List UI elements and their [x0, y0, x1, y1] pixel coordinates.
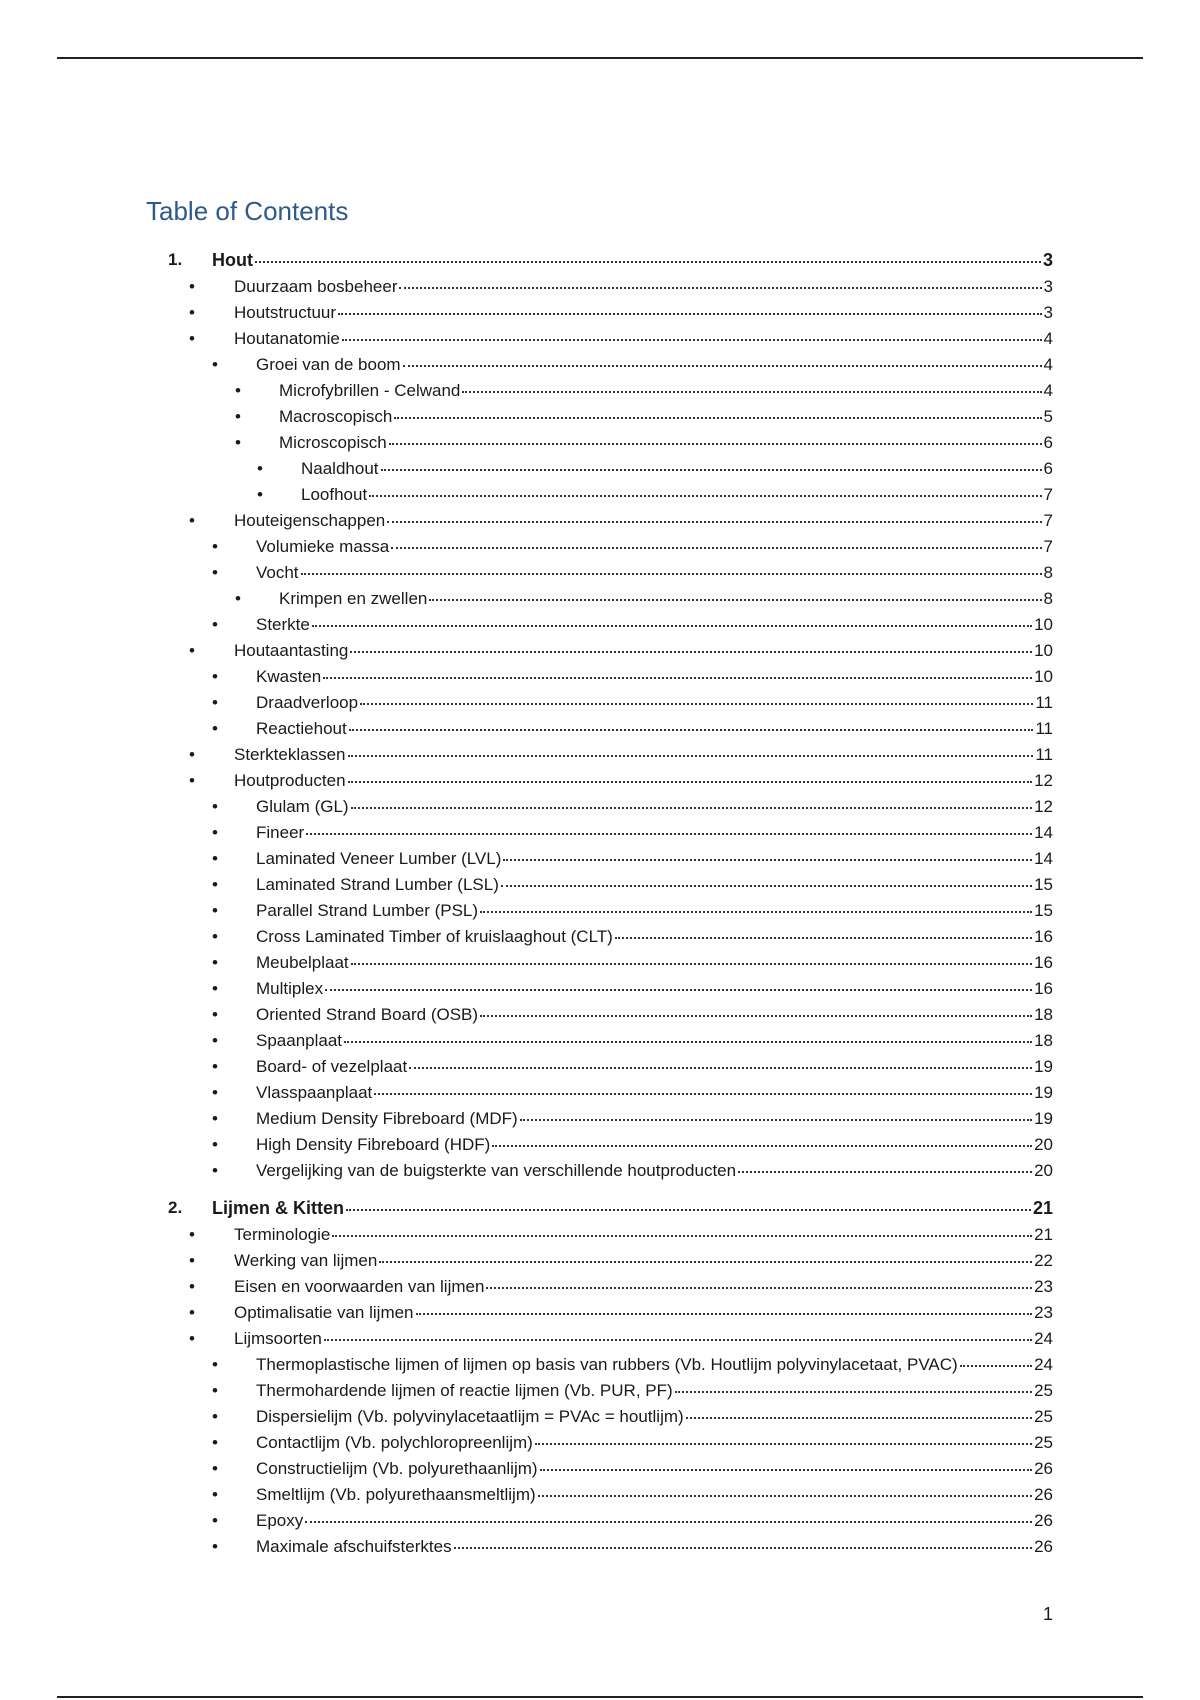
toc-entry-title: Contactlijm (Vb. polychloropreenlijm) [256, 1433, 533, 1452]
dot-leader [348, 780, 1033, 783]
toc-entry-page: 3 [1042, 250, 1053, 270]
toc-entry-title: Board- of vezelplaat [256, 1057, 408, 1076]
footer-rule [57, 1696, 1143, 1698]
toc-entry[interactable] [0, 846, 1200, 872]
toc-entry[interactable] [0, 430, 1200, 456]
toc-entry[interactable] [0, 924, 1200, 950]
toc-entry-page: 10 [1034, 615, 1053, 634]
toc-entry-title: Sterkte [256, 615, 310, 634]
toc-entry-page: 7 [1043, 537, 1053, 556]
bullet-icon: • [257, 459, 263, 478]
dot-leader [462, 390, 1041, 393]
toc-entry[interactable] [0, 1054, 1200, 1080]
toc-entry-title: Groei van de boom [256, 355, 401, 374]
toc-entry[interactable] [0, 1508, 1200, 1534]
dot-leader [535, 1442, 1032, 1445]
toc-entry-page: 26 [1034, 1459, 1053, 1478]
bullet-icon: • [212, 1407, 218, 1426]
dot-leader [379, 1260, 1032, 1263]
dot-leader [351, 962, 1032, 965]
dot-leader [738, 1170, 1032, 1173]
toc-entry-title: Naaldhout [301, 459, 379, 478]
toc-entry-title: Thermohardende lijmen of reactie lijmen (Vb. PUR, PF) [256, 1381, 673, 1400]
bullet-icon: • [212, 667, 218, 686]
toc-chapter-entry[interactable] [0, 246, 1200, 274]
page-number: 1 [1042, 1604, 1053, 1624]
toc-entry-page: 7 [1043, 485, 1053, 504]
toc-entry-page: 8 [1043, 563, 1053, 582]
toc-entry[interactable] [0, 1482, 1200, 1508]
toc-entry[interactable] [0, 612, 1200, 638]
toc-entry-title: Thermoplastische lijmen of lijmen op basis van rubbers (Vb. Houtlijm polyvinylacetaat, PVAC) [256, 1355, 958, 1374]
toc-entry[interactable] [0, 1352, 1200, 1378]
toc-entry-title: Vocht [256, 563, 299, 582]
toc-entry[interactable] [0, 482, 1200, 508]
toc-chapter-number: 1. [168, 250, 183, 269]
dot-leader [540, 1468, 1033, 1471]
bullet-icon: • [212, 823, 218, 842]
toc-entry-page: 19 [1034, 1109, 1053, 1128]
bullet-icon: • [235, 381, 241, 400]
bullet-icon: • [212, 1511, 218, 1530]
toc-entry-title: Epoxy [256, 1511, 304, 1530]
toc-entry[interactable] [0, 326, 1200, 352]
toc-chapter-entry[interactable] [0, 1194, 1200, 1222]
dot-leader [403, 364, 1042, 367]
toc-entry[interactable] [0, 1430, 1200, 1456]
bullet-icon: • [189, 1329, 195, 1348]
toc-entry-page: 10 [1034, 641, 1053, 660]
toc-entry-page: 3 [1043, 303, 1053, 322]
toc-entry-page: 14 [1034, 823, 1053, 842]
toc-entry[interactable] [0, 274, 1200, 300]
toc-chapter-number: 2. [168, 1198, 183, 1217]
toc-entry-page: 18 [1034, 1031, 1053, 1050]
dot-leader [344, 1040, 1032, 1043]
toc-entry-title: Houtanatomie [234, 329, 340, 348]
bullet-icon: • [212, 1485, 218, 1504]
toc-entry[interactable] [0, 1132, 1200, 1158]
toc-entry-page: 18 [1034, 1005, 1053, 1024]
toc-entry-title: Maximale afschuifsterktes [256, 1537, 452, 1556]
toc-entry-title: Laminated Veneer Lumber (LVL) [256, 849, 502, 868]
bullet-icon: • [212, 1005, 218, 1024]
bullet-icon: • [189, 1303, 195, 1322]
dot-leader [342, 338, 1042, 341]
toc-entry[interactable] [0, 1326, 1200, 1352]
dot-leader [429, 598, 1041, 601]
dot-leader [389, 442, 1042, 445]
dot-leader [501, 884, 1032, 887]
toc-entry[interactable] [0, 1002, 1200, 1028]
dot-leader [492, 1144, 1032, 1147]
bullet-icon: • [257, 485, 263, 504]
toc-entry[interactable] [0, 1456, 1200, 1482]
toc-entry-title: Hout [212, 250, 253, 270]
toc-entry-page: 21 [1034, 1225, 1053, 1244]
dot-leader [374, 1092, 1032, 1095]
toc-entry-page: 11 [1035, 745, 1053, 764]
toc-entry-page: 15 [1034, 875, 1053, 894]
toc-entry[interactable] [0, 560, 1200, 586]
dot-leader [369, 494, 1041, 497]
bullet-icon: • [212, 1537, 218, 1556]
toc-entry-page: 6 [1043, 459, 1053, 478]
toc-entry[interactable] [0, 820, 1200, 846]
bullet-icon: • [212, 979, 218, 998]
toc-entry[interactable] [0, 716, 1200, 742]
dot-leader [454, 1546, 1033, 1549]
toc-entry-title: Spaanplaat [256, 1031, 343, 1050]
toc-entry-page: 24 [1034, 1329, 1053, 1348]
toc-entry-title: Parallel Strand Lumber (PSL) [256, 901, 479, 920]
bullet-icon: • [235, 407, 241, 426]
toc-entry-page: 24 [1034, 1355, 1053, 1374]
bullet-icon: • [189, 1277, 195, 1296]
toc-entry-title: Medium Density Fibreboard (MDF) [256, 1109, 518, 1128]
toc-entry-page: 23 [1034, 1303, 1053, 1322]
toc-entry[interactable] [0, 872, 1200, 898]
toc-entry[interactable] [0, 768, 1200, 794]
dot-leader [399, 286, 1041, 289]
toc-entry-page: 16 [1034, 979, 1053, 998]
toc-entry-page: 15 [1034, 901, 1053, 920]
toc-entry-title: Glulam (GL) [256, 797, 349, 816]
dot-leader [503, 858, 1032, 861]
bullet-icon: • [189, 641, 195, 660]
toc-entry[interactable] [0, 300, 1200, 326]
dot-leader [312, 624, 1032, 627]
toc-entry[interactable] [0, 1404, 1200, 1430]
bullet-icon: • [212, 1109, 218, 1128]
bullet-icon: • [189, 1225, 195, 1244]
bullet-icon: • [212, 1031, 218, 1050]
bullet-icon: • [212, 1459, 218, 1478]
toc-entry-page: 8 [1043, 589, 1053, 608]
dot-leader [416, 1312, 1033, 1315]
toc-entry-title: Houtstructuur [234, 303, 337, 322]
bullet-icon: • [212, 1161, 218, 1180]
toc-entry-title: Dispersielijm (Vb. polyvinylacetaatlijm = PVAc = houtlijm) [256, 1407, 684, 1426]
toc-entry-page: 10 [1034, 667, 1053, 686]
toc-entry-title: Vergelijking van de buigsterkte van verschillende houtproducten [256, 1161, 737, 1180]
toc-entry-page: 7 [1043, 511, 1053, 530]
toc-entry-page: 3 [1043, 277, 1053, 296]
toc-entry-title: Microscopisch [279, 433, 387, 452]
dot-leader [615, 936, 1032, 939]
bullet-icon: • [212, 563, 218, 582]
toc-entry[interactable] [0, 1028, 1200, 1054]
toc-entry-title: Lijmsoorten [234, 1329, 322, 1348]
toc-entry-page: 25 [1034, 1381, 1053, 1400]
toc-entry[interactable] [0, 976, 1200, 1002]
dot-leader [480, 910, 1032, 913]
bullet-icon: • [212, 953, 218, 972]
dot-leader [381, 468, 1042, 471]
toc-entry[interactable] [0, 1248, 1200, 1274]
bullet-icon: • [189, 771, 195, 790]
toc-entry[interactable] [0, 664, 1200, 690]
dot-leader [675, 1390, 1032, 1393]
dot-leader [351, 806, 1033, 809]
dot-leader [325, 988, 1032, 991]
toc-entry-page: 25 [1034, 1407, 1053, 1426]
toc-entry-page: 26 [1034, 1537, 1053, 1556]
toc-entry-page: 16 [1034, 953, 1053, 972]
dot-leader [387, 520, 1041, 523]
dot-leader [360, 702, 1033, 705]
toc-entry[interactable] [0, 1274, 1200, 1300]
toc-entry-page: 25 [1034, 1433, 1053, 1452]
bullet-icon: • [189, 511, 195, 530]
bullet-icon: • [212, 875, 218, 894]
table-of-contents [0, 246, 1200, 1560]
toc-entry-title: Houtaantasting [234, 641, 349, 660]
bullet-icon: • [189, 303, 195, 322]
toc-entry-title: Duurzaam bosbeheer [234, 277, 398, 296]
bullet-icon: • [189, 329, 195, 348]
bullet-icon: • [235, 589, 241, 608]
dot-leader [409, 1066, 1032, 1069]
toc-entry-title: Vlasspaanplaat [256, 1083, 373, 1102]
bullet-icon: • [235, 433, 241, 452]
toc-entry-page: 22 [1034, 1251, 1053, 1270]
toc-entry-title: Houtproducten [234, 771, 346, 790]
dot-leader [686, 1416, 1032, 1419]
dot-leader [348, 754, 1034, 757]
dot-leader [332, 1234, 1032, 1237]
toc-entry[interactable] [0, 1222, 1200, 1248]
toc-entry-page: 11 [1035, 693, 1053, 712]
bullet-icon: • [212, 1057, 218, 1076]
dot-leader [391, 546, 1041, 549]
toc-entry-page: 4 [1043, 355, 1053, 374]
dot-leader [350, 650, 1032, 653]
toc-entry-title: Loofhout [301, 485, 368, 504]
toc-entry-title: Oriented Strand Board (OSB) [256, 1005, 479, 1024]
toc-entry[interactable] [0, 378, 1200, 404]
toc-entry[interactable] [0, 1378, 1200, 1404]
toc-entry[interactable] [0, 534, 1200, 560]
toc-entry-title: Houteigenschappen [234, 511, 386, 530]
toc-entry-title: Terminologie [234, 1225, 331, 1244]
dot-leader [324, 1338, 1032, 1341]
toc-entry-page: 16 [1034, 927, 1053, 946]
bullet-icon: • [212, 537, 218, 556]
bullet-icon: • [212, 615, 218, 634]
bullet-icon: • [212, 355, 218, 374]
toc-entry-page: 5 [1043, 407, 1053, 426]
bullet-icon: • [212, 797, 218, 816]
toc-entry-title: Meubelplaat [256, 953, 349, 972]
dot-leader [349, 728, 1034, 731]
toc-entry-title: Sterkteklassen [234, 745, 346, 764]
dot-leader [305, 1520, 1032, 1523]
toc-entry-title: Reactiehout [256, 719, 347, 738]
toc-entry-title: Macroscopisch [279, 407, 393, 426]
dot-leader [480, 1014, 1032, 1017]
toc-entry[interactable] [0, 1080, 1200, 1106]
dot-leader [394, 416, 1041, 419]
toc-entry-title: Volumieke massa [256, 537, 390, 556]
bullet-icon: • [189, 745, 195, 764]
dot-leader [960, 1364, 1032, 1367]
toc-entry-page: 19 [1034, 1083, 1053, 1102]
bullet-icon: • [212, 1083, 218, 1102]
toc-entry-title: Constructielijm (Vb. polyurethaanlijm) [256, 1459, 538, 1478]
toc-entry-page: 21 [1032, 1198, 1053, 1218]
toc-entry[interactable] [0, 456, 1200, 482]
toc-entry-title: Laminated Strand Lumber (LSL) [256, 875, 499, 894]
toc-entry[interactable] [0, 690, 1200, 716]
toc-entry-page: 26 [1034, 1485, 1053, 1504]
bullet-icon: • [212, 1433, 218, 1452]
bullet-icon: • [212, 719, 218, 738]
toc-entry-page: 19 [1034, 1057, 1053, 1076]
header-rule [57, 57, 1143, 59]
toc-entry-page: 6 [1043, 433, 1053, 452]
toc-entry-title: Werking van lijmen [234, 1251, 378, 1270]
toc-entry-title: Cross Laminated Timber of kruislaaghout (CLT) [256, 927, 613, 946]
toc-entry[interactable] [0, 742, 1200, 768]
dot-leader [338, 312, 1041, 315]
dot-leader [323, 676, 1032, 679]
toc-entry[interactable] [0, 1158, 1200, 1184]
toc-entry-page: 12 [1034, 771, 1053, 790]
toc-entry-title: Kwasten [256, 667, 322, 686]
toc-entry[interactable] [0, 352, 1200, 378]
toc-entry[interactable] [0, 508, 1200, 534]
bullet-icon: • [212, 1135, 218, 1154]
bullet-icon: • [212, 1355, 218, 1374]
toc-entry-title: Draadverloop [256, 693, 359, 712]
toc-entry-title: Fineer [256, 823, 305, 842]
dot-leader [538, 1494, 1032, 1497]
toc-entry-title: Optimalisatie van lijmen [234, 1303, 414, 1322]
toc-entry-page: 11 [1035, 719, 1053, 738]
dot-leader [346, 1208, 1031, 1211]
bullet-icon: • [212, 849, 218, 868]
toc-entry-page: 20 [1034, 1135, 1053, 1154]
toc-entry-page: 14 [1034, 849, 1053, 868]
bullet-icon: • [189, 1251, 195, 1270]
toc-entry-title: Krimpen en zwellen [279, 589, 428, 608]
bullet-icon: • [212, 901, 218, 920]
toc-entry[interactable] [0, 1534, 1200, 1560]
bullet-icon: • [212, 1381, 218, 1400]
toc-entry-title: Eisen en voorwaarden van lijmen [234, 1277, 485, 1296]
dot-leader [486, 1286, 1032, 1289]
toc-entry[interactable] [0, 1300, 1200, 1326]
bullet-icon: • [212, 693, 218, 712]
toc-entry[interactable] [0, 1106, 1200, 1132]
toc-entry[interactable] [0, 950, 1200, 976]
dot-leader [520, 1118, 1032, 1121]
dot-leader [301, 572, 1042, 575]
toc-entry-page: 26 [1034, 1511, 1053, 1530]
toc-entry[interactable] [0, 638, 1200, 664]
toc-entry-title: Multiplex [256, 979, 324, 998]
toc-entry-title: Microfybrillen - Celwand [279, 381, 461, 400]
bullet-icon: • [212, 927, 218, 946]
toc-entry[interactable] [0, 898, 1200, 924]
toc-entry-page: 12 [1034, 797, 1053, 816]
toc-entry-page: 4 [1043, 381, 1053, 400]
dot-leader [255, 260, 1041, 263]
dot-leader [306, 832, 1032, 835]
toc-entry-title: High Density Fibreboard (HDF) [256, 1135, 491, 1154]
toc-entry[interactable] [0, 794, 1200, 820]
toc-entry[interactable] [0, 586, 1200, 612]
toc-entry-title: Lijmen & Kitten [212, 1198, 345, 1218]
bullet-icon: • [189, 277, 195, 296]
toc-entry-title: Smeltlijm (Vb. polyurethaansmeltlijm) [256, 1485, 536, 1504]
toc-entry-page: 23 [1034, 1277, 1053, 1296]
toc-entry-page: 4 [1043, 329, 1053, 348]
toc-entry-page: 20 [1034, 1161, 1053, 1180]
toc-title: Table of Contents [146, 196, 349, 226]
toc-entry[interactable] [0, 404, 1200, 430]
